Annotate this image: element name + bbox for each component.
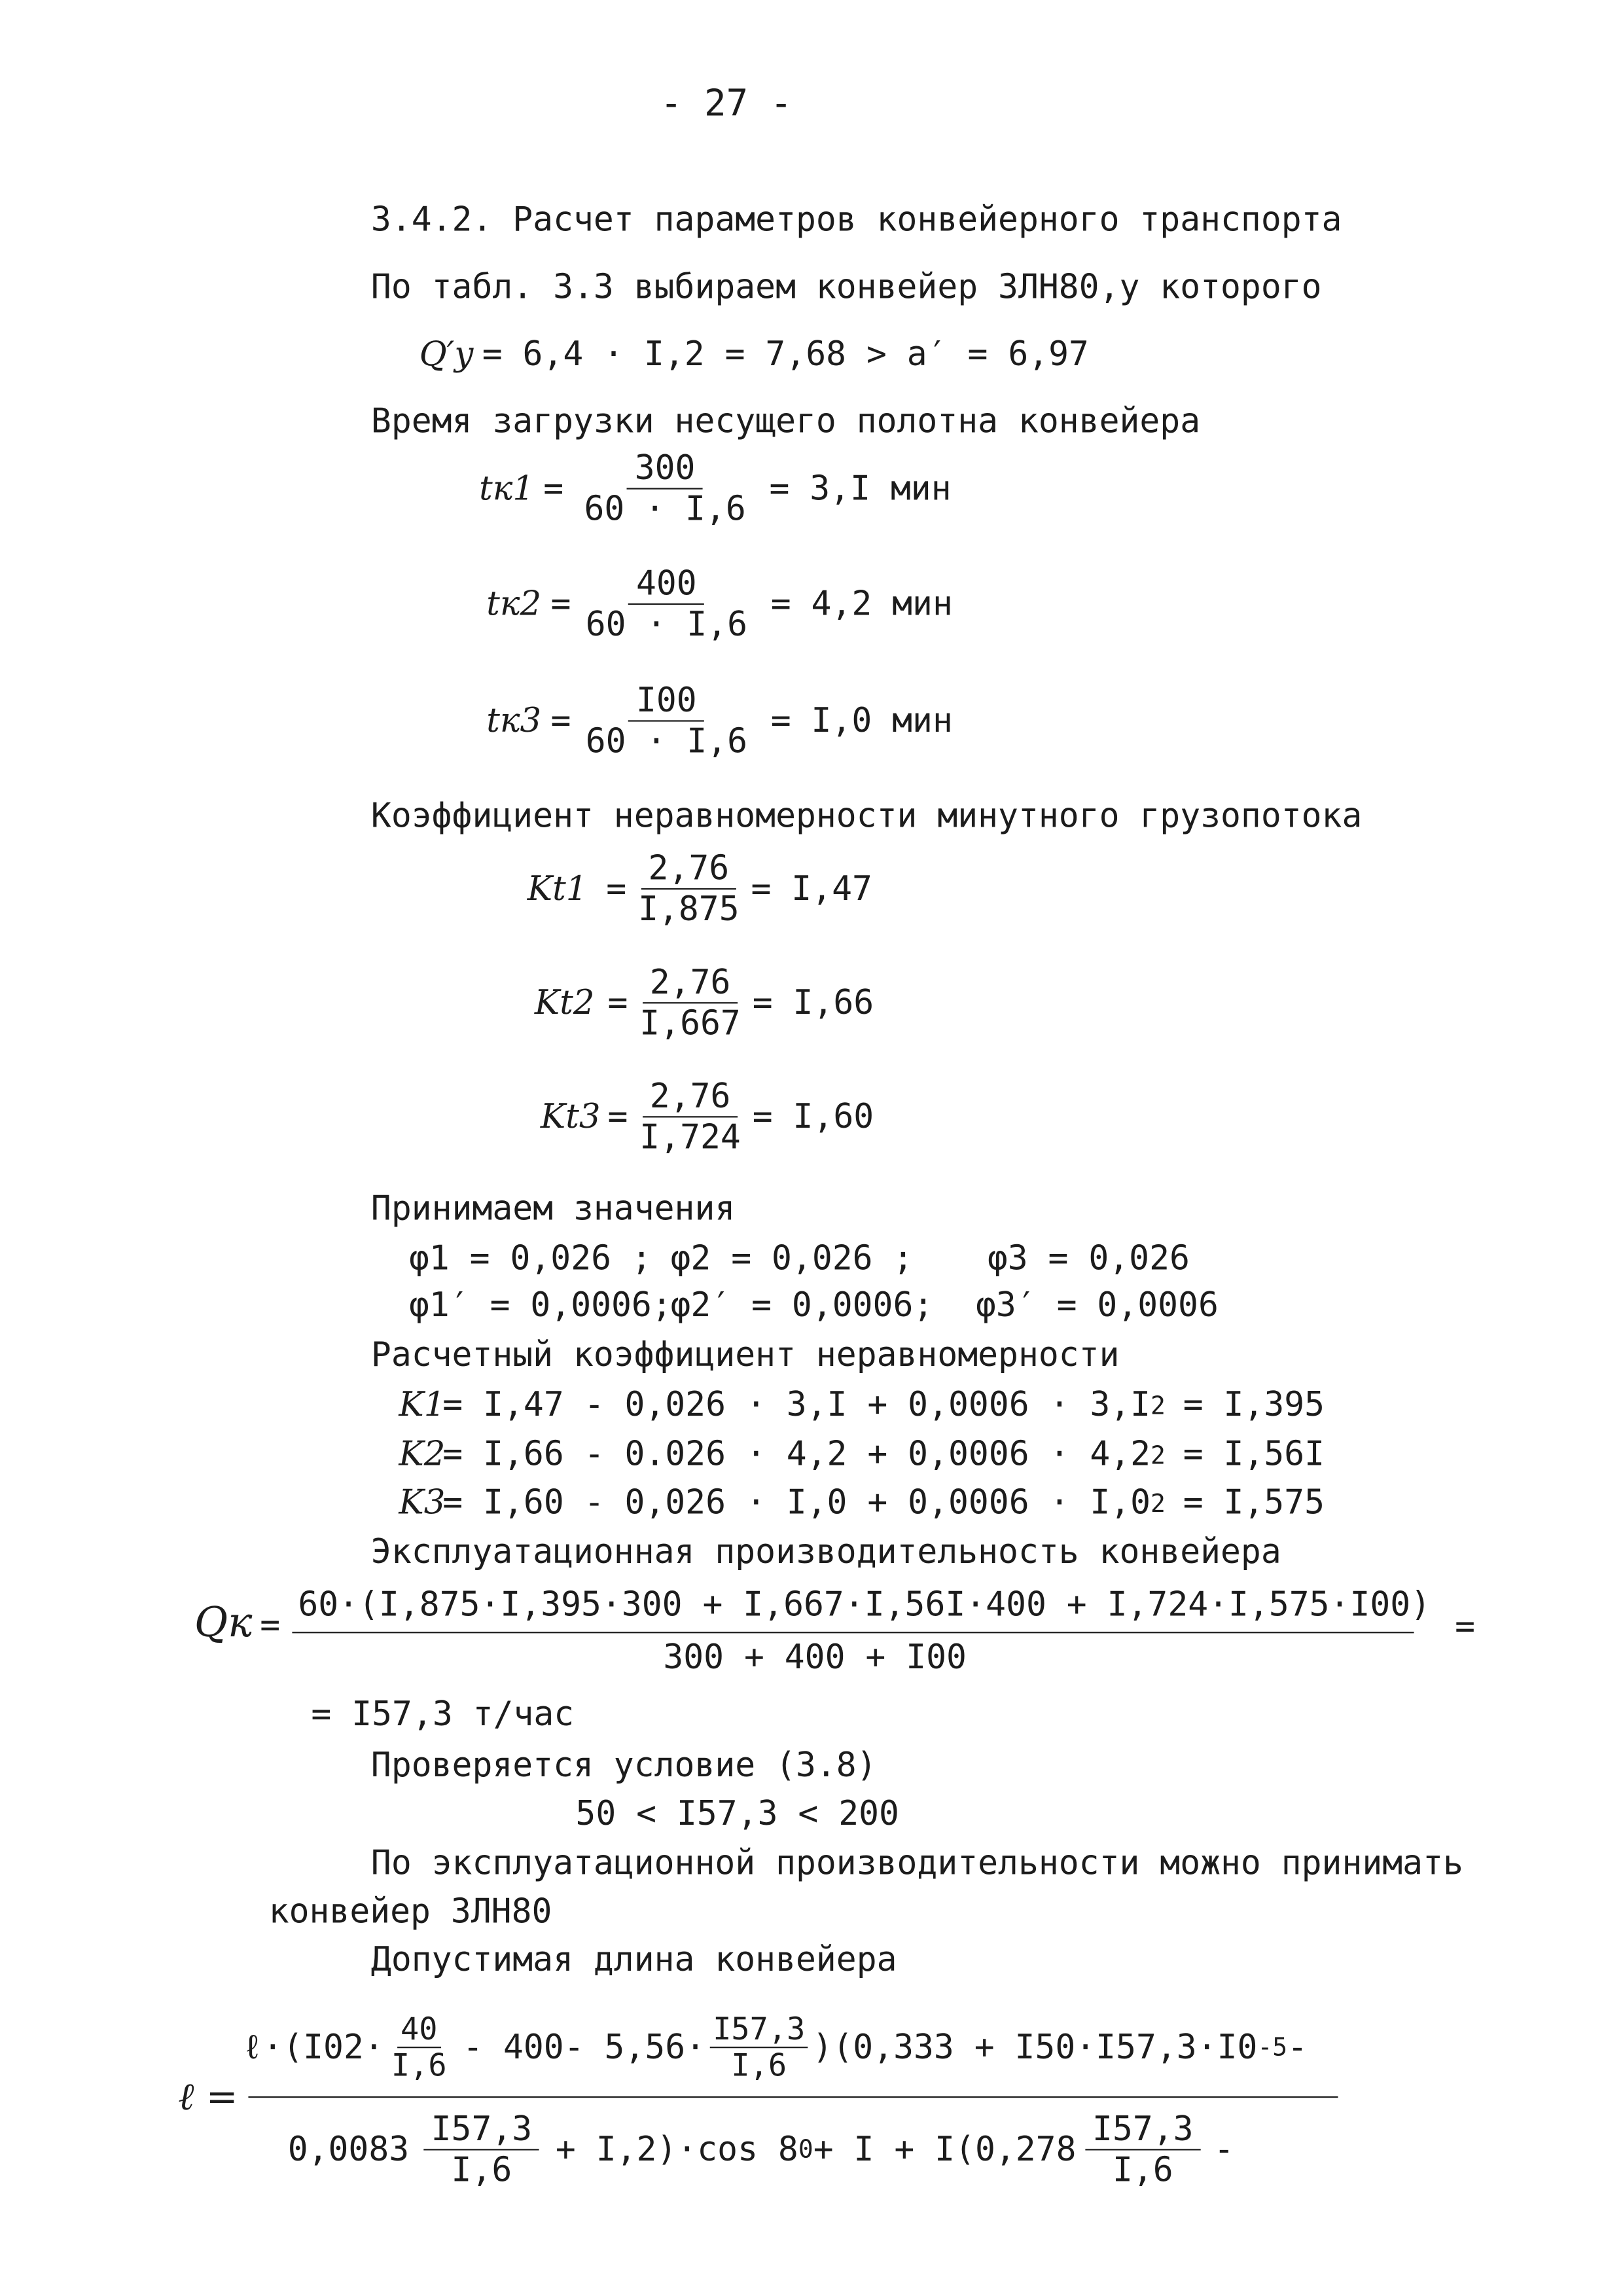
accepted-phi-3: φ3 = 0,026 <box>987 1240 1190 1279</box>
nonuniformity-row: Kt2 = $\frac{2,76}{I,667}$ = I,66 <box>534 964 874 1043</box>
loading-time-fraction: $\frac{400}{60 \cdot I,6}$ <box>585 565 747 645</box>
operational-fraction-bar <box>292 1632 1414 1633</box>
design-coefficient-heading: Расчетный коэффициент неравномерности <box>370 1336 1120 1375</box>
length-fraction-bar <box>248 2096 1338 2098</box>
accepted-phi-2: φ2 = 0,026 ; <box>670 1240 914 1279</box>
length-denominator-fraction: $\frac{I57,3}{I,6}$ <box>1085 2113 1201 2188</box>
design-coefficient-row: K1 = I,47 - 0,026 · 3,I + 0,0006 · 3,I 2 = I,395 <box>399 1386 1325 1425</box>
nonuniformity-result: = I,66 <box>752 984 874 1023</box>
design-coefficient-result: = I,395 <box>1183 1386 1325 1425</box>
section-heading: 3.4.2. Расчет параметров конвейерного транспорта <box>370 202 1342 240</box>
operational-equals: = <box>1455 1608 1476 1647</box>
nonuniformity-row: Kt3 = $\frac{2,76}{I,724}$ = I,60 <box>540 1078 874 1157</box>
page-number: - 27 - <box>660 81 793 124</box>
operational-numerator: 60·(I,875·I,395·300 + I,667·I,56I·400 + I,724·I,575·I00) <box>298 1586 1431 1624</box>
nonuniformity-fraction: $\frac{2,76}{I,875}$ <box>638 850 740 929</box>
accepted-heading: Принимаем значения <box>370 1191 736 1229</box>
loading-time-symbol: tк1 <box>479 470 535 509</box>
conclusion-line-1: По эксплуатационной производительности можно принимать <box>370 1845 1463 1884</box>
loading-time-row: tк3 = $\frac{I00}{60 \cdot I,6}$ = I,0 мин <box>486 682 953 761</box>
loading-time-result: = I,0 мин <box>770 702 953 741</box>
design-coefficient-result: = I,575 <box>1183 1484 1325 1522</box>
operational-denominator: 300 + 400 + I00 <box>663 1639 967 1677</box>
nonuniformity-fraction: $\frac{2,76}{I,667}$ <box>639 964 741 1043</box>
capacity-symbol: Q′y <box>419 336 474 374</box>
nonuniformity-result: = I,47 <box>751 870 872 909</box>
design-coefficient-symbol: K3 <box>399 1484 446 1522</box>
nonuniformity-result: = I,60 <box>752 1098 874 1137</box>
design-coefficient-symbol: K1 <box>399 1386 446 1425</box>
document-page: - 27 - 3.4.2. Расчет параметров конвейерного транспорта По табл. 3.3 выбираем конвейер 3ЛН80,у которого Q′y = 6,4 · I,2 = 7,68 > a′ = 6,97 Время загрузки несущего полотна конвейера tк1 = $\frac{300}{60 \cdot I,6}$ = 3,I мин tк2 = $\frac{400}{60 \cdot I,6}$ = 4,2 мин tк3 = $\frac{I00}{60 \cdot I,6}$ = I,0 мин Коэффициент неравномерности минутного грузопотока Kt1 = $\frac{2,76}{I,875}$ = I,47 Kt2 = $\frac{2,76}{I,667}$ = I,66 Kt3 = $\frac{2,76}{I,724}$ = I,60 Принимаем значения φ1 = 0,026 ; φ2 = 0,026 ; φ3 = 0,026 φ1′ = 0,0006; φ2′ = 0,0006; φ3′ = 0,0006 Расчетный коэффициент неравномерности K1 = I,47 - 0,026 · 3,I + 0,0006 · 3,I 2 = I,395 K2 = I,66 - 0.026 · 4,2 + 0,0006 · 4,2 2 = I,56I K3 = I,60 - 0,026 · I,0 + 0,0006 · I,0 2 = I,575 Эксплуатационная производительность конвейера Qк = 60·(I,875·I,395·300 + I,667·I,56I·400 + I,724·I,575·I00) 300 + 400 + I00 = = I57,3 т/час Проверяется условие (3.8) 50 < I57,3 < 200 По эксплуатационной производительности можно принимать конвейер 3ЛН80 Допустимая длина конвейера ℓ = ℓ·(I02· $\frac{40}{I,6}$ - 400- 5,56· $\frac{I57,3}{I,6}$ )(0,333 + I50·I57,3·I0 -5 - 0,0083 $\frac{I57,3}{I,6}$ + I,2)·cos 8 0 + I + I(0,278 $\frac{I57,3}{I,6}$ - <box>0 0 1623 2295</box>
conclusion-line-2: конвейер 3ЛН80 <box>268 1893 552 1931</box>
loading-time-fraction: $\frac{I00}{60 \cdot I,6}$ <box>585 682 747 761</box>
nonuniformity-symbol: Kt3 <box>540 1098 601 1137</box>
capacity-equation <box>419 336 1089 374</box>
accepted-phi-1: φ1 = 0,026 ; <box>408 1240 652 1279</box>
length-numerator-fraction: $\frac{40}{I,6}$ <box>391 2011 447 2083</box>
accepted-phi-prime-2: φ2′ = 0,0006; <box>670 1287 934 1325</box>
loading-time-row: tк2 = $\frac{400}{60 \cdot I,6}$ = 4,2 мин <box>486 565 953 645</box>
check-condition: 50 < I57,3 < 200 <box>575 1795 899 1834</box>
length-numerator: ℓ·(I02· $\frac{40}{I,6}$ - 400- 5,56· $\frac{I57,3}{I,6}$ )(0,333 + I50·I57,3·I0 -5 - <box>242 2011 1308 2083</box>
loading-time-row: tк1 = $\frac{300}{60 \cdot I,6}$ = 3,I мин <box>479 450 952 529</box>
loading-time-result: = 4,2 мин <box>770 586 953 624</box>
nonuniformity-heading: Коэффициент неравномерности минутного грузопотока <box>370 797 1363 836</box>
length-denominator: 0,0083 $\frac{I57,3}{I,6}$ + I,2)·cos 8 0 + I + I(0,278 $\frac{I57,3}{I,6}$ - <box>287 2110 1234 2189</box>
operational-symbol: Qк <box>194 1598 253 1647</box>
loading-time-symbol: tк2 <box>486 586 542 624</box>
accepted-phi-prime-3: φ3′ = 0,0006 <box>975 1287 1219 1325</box>
loading-time-symbol: tк3 <box>486 702 542 741</box>
accepted-phi-prime-1: φ1′ = 0,0006; <box>408 1287 672 1325</box>
check-heading: Проверяется условие (3.8) <box>370 1747 877 1785</box>
design-coefficient-expression: = I,60 - 0,026 · I,0 + 0,0006 · I,0 <box>442 1484 1151 1522</box>
length-heading: Допустимая длина конвейера <box>370 1941 897 1980</box>
nonuniformity-row: Kt1 = $\frac{2,76}{I,875}$ = I,47 <box>527 850 872 929</box>
design-coefficient-row: K2 = I,66 - 0.026 · 4,2 + 0,0006 · 4,2 2 = I,56I <box>399 1436 1325 1475</box>
design-coefficient-expression: = I,66 - 0.026 · 4,2 + 0,0006 · 4,2 <box>442 1436 1151 1475</box>
nonuniformity-symbol: Kt2 <box>534 984 595 1023</box>
design-coefficient-expression: = I,47 - 0,026 · 3,I + 0,0006 · 3,I <box>442 1386 1151 1425</box>
nonuniformity-fraction: $\frac{2,76}{I,724}$ <box>639 1078 741 1157</box>
design-coefficient-result: = I,56I <box>1183 1436 1325 1475</box>
intro-text: По табл. 3.3 выбираем конвейер 3ЛН80,у которого <box>370 268 1322 307</box>
nonuniformity-symbol: Kt1 <box>527 870 588 909</box>
capacity-expression: = 6,4 · I,2 = 7,68 > a′ = 6,97 <box>482 336 1089 374</box>
design-coefficient-row: K3 = I,60 - 0,026 · I,0 + 0,0006 · I,0 2 = I,575 <box>399 1484 1325 1522</box>
operational-heading: Эксплуатационная производительность конвейера <box>370 1534 1281 1572</box>
length-denominator-fraction: $\frac{I57,3}{I,6}$ <box>423 2113 539 2188</box>
operational-result: = I57,3 т/час <box>311 1696 575 1734</box>
loading-time-heading: Время загрузки несущего полотна конвейера <box>370 403 1201 442</box>
length-symbol: ℓ = <box>178 2075 238 2120</box>
length-numerator-fraction: $\frac{I57,3}{I,6}$ <box>710 2015 808 2082</box>
loading-time-result: = 3,I мин <box>769 470 952 509</box>
loading-time-fraction: $\frac{300}{60 \cdot I,6}$ <box>584 450 746 529</box>
design-coefficient-symbol: K2 <box>399 1436 446 1475</box>
